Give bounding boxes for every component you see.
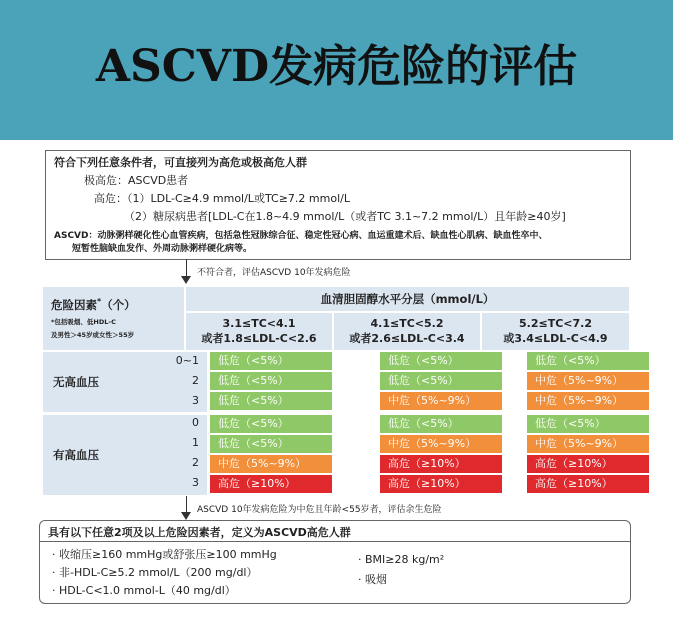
risk-cell: 高危（≥10%）: [380, 455, 502, 473]
risk-cell: 高危（≥10%）: [527, 455, 649, 473]
risk-factor-unit: （个）: [101, 298, 136, 312]
flow-note-2: ASCVD 10年发病危险为中危且年龄<55岁者，评估余生危险: [197, 505, 442, 515]
risk-cell: 低危（<5%）: [527, 352, 649, 370]
hypertension-group: [43, 415, 207, 495]
flow-arrow-line-1: [186, 259, 187, 277]
risk-factor-footnote-2: 及男性＞45岁或女性＞55岁: [51, 331, 135, 339]
risk-cell: 低危（<5%）: [210, 392, 332, 410]
column-header-3: [482, 313, 629, 350]
factor-hdl: · HDL-C<1.0 mmol-L（40 mg/dl）: [52, 584, 236, 597]
high-risk-factors-box: [39, 520, 631, 604]
cholesterol-header: 血清胆固醇水平分层（mmol/L）: [186, 287, 629, 311]
factor-bmi: · BMI≥28 kg/m²: [358, 553, 445, 566]
risk-cell: 高危（≥10%）: [210, 475, 332, 493]
flow-arrowhead-2: [181, 512, 191, 520]
risk-cell: 低危（<5%）: [210, 372, 332, 390]
column-1-ldl: 或者1.8≤LDL-C<2.6: [201, 332, 317, 345]
risk-count: 1: [192, 436, 199, 449]
column-header-2: [334, 313, 480, 350]
flow-arrowhead-1: [181, 276, 191, 284]
risk-cell: 中危（5%~9%）: [527, 372, 649, 390]
hypertension-label: 有高血压: [53, 448, 99, 462]
risk-cell: 中危（5%~9%）: [210, 455, 332, 473]
box-divider: [40, 541, 630, 542]
risk-cell: 低危（<5%）: [380, 415, 502, 433]
risk-factor-title: [51, 297, 136, 313]
risk-factor-label: 危险因素: [51, 298, 97, 312]
risk-cell: 高危（≥10%）: [380, 475, 502, 493]
risk-cell: 中危（5%~9%）: [380, 435, 502, 453]
criteria-heading: 符合下列任意条件者，可直接列为高危或极高危人群: [54, 156, 307, 169]
factor-smoking: · 吸烟: [358, 573, 387, 586]
flow-note-1: 不符合者，评估ASCVD 10年发病危险: [197, 268, 351, 278]
column-2-ldl: 或者2.6≤LDL-C<3.4: [349, 332, 465, 345]
column-3-ldl: 或3.4≤LDL-C<4.9: [503, 332, 608, 345]
risk-table: [43, 287, 629, 495]
column-2-tc: 4.1≤TC<5.2: [370, 317, 444, 330]
risk-count: 0: [192, 416, 199, 429]
column-1-tc: 3.1≤TC<4.1: [222, 317, 296, 330]
risk-cell: 中危（5%~9%）: [527, 435, 649, 453]
ascvd-definition-line-2: 短暂性脑缺血发作、外周动脉粥样硬化病等。: [72, 244, 253, 254]
risk-count: 2: [192, 374, 199, 387]
high-risk-line-1: 高危：（1）LDL-C≥4.9 mmol/L或TC≥7.2 mmol/L: [94, 192, 350, 205]
factor-non-hdl: · 非-HDL-C≥5.2 mmol/L（200 mg/dl）: [52, 566, 258, 579]
risk-cell: 低危（<5%）: [380, 372, 502, 390]
high-risk-factors-heading: 具有以下任意2项及以上危险因素者，定义为ASCVD高危人群: [48, 526, 351, 539]
column-3-tc: 5.2≤TC<7.2: [519, 317, 592, 330]
risk-cell: 低危（<5%）: [527, 415, 649, 433]
risk-factor-sup: *: [97, 297, 102, 307]
ascvd-definition-line-1: ASCVD：动脉粥样硬化性心血管疾病，包括急性冠脉综合征、稳定性冠心病、血运重建术后、缺血性心肌病、缺血性卒中、: [54, 231, 548, 241]
risk-factor-header: [43, 287, 184, 350]
risk-cell: 低危（<5%）: [380, 352, 502, 370]
risk-cell: 低危（<5%）: [210, 352, 332, 370]
very-high-risk-line: 极高危：ASCVD患者: [84, 174, 189, 187]
risk-cell: 中危（5%~9%）: [380, 392, 502, 410]
page-title: ASCVD发病危险的评估: [95, 41, 578, 92]
risk-count: 3: [192, 476, 199, 489]
factor-blood-pressure: · 收缩压≥160 mmHg或舒张压≥100 mmHg: [52, 548, 277, 561]
risk-count: 2: [192, 456, 199, 469]
high-risk-line-2: （2）糖尿病患者[LDL-C在1.8~4.9 mmol/L（或者TC 3.1~7.2 mmol/L）且年龄≥40岁]: [124, 210, 566, 223]
risk-cell: 高危（≥10%）: [527, 475, 649, 493]
risk-factor-footnote-1: *包括吸烟、低HDL-C: [51, 318, 116, 326]
no-hypertension-group: [43, 352, 207, 412]
column-header-1: [186, 313, 332, 350]
no-hypertension-label: 无高血压: [53, 375, 99, 389]
direct-risk-criteria-box: [45, 150, 631, 260]
risk-cell: 低危（<5%）: [210, 435, 332, 453]
risk-count: 3: [192, 394, 199, 407]
risk-cell: 中危（5%~9%）: [527, 392, 649, 410]
risk-count: 0~1: [175, 354, 199, 367]
risk-cell: 低危（<5%）: [210, 415, 332, 433]
